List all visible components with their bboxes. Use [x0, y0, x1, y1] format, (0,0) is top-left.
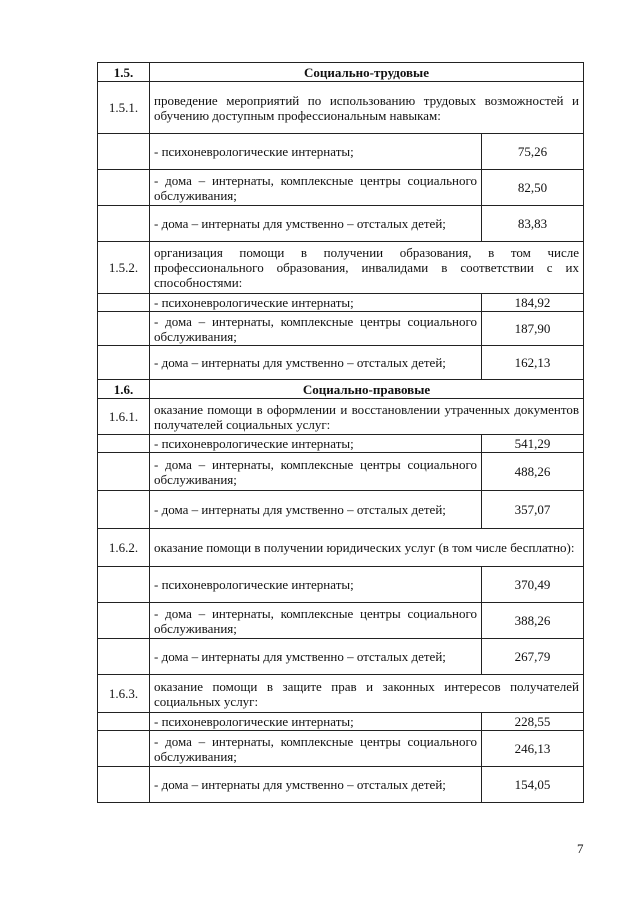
price-value: 488,26: [481, 453, 583, 491]
empty-cell: [98, 134, 150, 170]
service-row: [98, 675, 584, 713]
service-number: 1.5.2.: [98, 242, 150, 294]
institution-label: - дома – интернаты для умственно – отсталых детей;: [150, 639, 482, 675]
service-description: оказание помощи в оформлении и восстановлении утраченных документов получателей социальных услуг:: [150, 399, 584, 435]
price-value: 184,92: [481, 294, 583, 312]
empty-cell: [98, 713, 150, 731]
price-value: 246,13: [481, 731, 583, 767]
empty-cell: [98, 491, 150, 529]
price-value: 370,49: [481, 567, 583, 603]
price-row: [98, 134, 584, 170]
price-value: 228,55: [481, 713, 583, 731]
empty-cell: [98, 170, 150, 206]
price-row: [98, 603, 584, 639]
institution-label: - дома – интернаты, комплексные центры социального обслуживания;: [150, 312, 482, 346]
service-row: [98, 242, 584, 294]
price-row: [98, 346, 584, 380]
price-row: [98, 206, 584, 242]
institution-label: - дома – интернаты для умственно – отсталых детей;: [150, 346, 482, 380]
price-row: [98, 567, 584, 603]
price-value: 82,50: [481, 170, 583, 206]
price-row: [98, 294, 584, 312]
institution-label: - дома – интернаты для умственно – отсталых детей;: [150, 767, 482, 803]
empty-cell: [98, 731, 150, 767]
service-row: [98, 529, 584, 567]
institution-label: - психоневрологические интернаты;: [150, 134, 482, 170]
section-number: 1.6.: [98, 380, 150, 399]
price-value: 162,13: [481, 346, 583, 380]
price-value: 154,05: [481, 767, 583, 803]
service-row: [98, 399, 584, 435]
service-description: организация помощи в получении образования, в том числе профессионального образования, инвалидами в соответствии с их способностями:: [150, 242, 584, 294]
services-table: [97, 62, 584, 803]
service-description: проведение мероприятий по использованию трудовых возможностей и обучению доступным профессиональным навыкам:: [150, 82, 584, 134]
empty-cell: [98, 453, 150, 491]
page-number: 7: [577, 841, 584, 856]
empty-cell: [98, 435, 150, 453]
price-row: [98, 453, 584, 491]
empty-cell: [98, 206, 150, 242]
price-value: 541,29: [481, 435, 583, 453]
price-row: [98, 312, 584, 346]
section-title: Социально-трудовые: [150, 63, 584, 82]
institution-label: - дома – интернаты, комплексные центры социального обслуживания;: [150, 603, 482, 639]
service-description: оказание помощи в получении юридических услуг (в том числе бесплатно):: [150, 529, 584, 567]
empty-cell: [98, 603, 150, 639]
service-row: [98, 82, 584, 134]
service-description: оказание помощи в защите прав и законных интересов получателей социальных услуг:: [150, 675, 584, 713]
price-value: 187,90: [481, 312, 583, 346]
service-number: 1.5.1.: [98, 82, 150, 134]
section-title: Социально-правовые: [150, 380, 584, 399]
price-row: [98, 767, 584, 803]
price-value: 83,83: [481, 206, 583, 242]
section-number: 1.5.: [98, 63, 150, 82]
institution-label: - дома – интернаты для умственно – отсталых детей;: [150, 206, 482, 242]
institution-label: - психоневрологические интернаты;: [150, 435, 482, 453]
service-number: 1.6.2.: [98, 529, 150, 567]
price-row: [98, 713, 584, 731]
price-row: [98, 491, 584, 529]
price-row: [98, 435, 584, 453]
service-number: 1.6.3.: [98, 675, 150, 713]
price-value: 75,26: [481, 134, 583, 170]
empty-cell: [98, 346, 150, 380]
institution-label: - психоневрологические интернаты;: [150, 294, 482, 312]
empty-cell: [98, 567, 150, 603]
institution-label: - дома – интернаты, комплексные центры социального обслуживания;: [150, 731, 482, 767]
price-value: 388,26: [481, 603, 583, 639]
price-value: 357,07: [481, 491, 583, 529]
institution-label: - дома – интернаты для умственно – отсталых детей;: [150, 491, 482, 529]
institution-label: - психоневрологические интернаты;: [150, 567, 482, 603]
price-value: 267,79: [481, 639, 583, 675]
empty-cell: [98, 312, 150, 346]
institution-label: - дома – интернаты, комплексные центры социального обслуживания;: [150, 170, 482, 206]
price-row: [98, 639, 584, 675]
institution-label: - психоневрологические интернаты;: [150, 713, 482, 731]
price-row: [98, 731, 584, 767]
price-row: [98, 170, 584, 206]
section-row: [98, 63, 584, 82]
empty-cell: [98, 294, 150, 312]
section-row: [98, 380, 584, 399]
empty-cell: [98, 639, 150, 675]
service-number: 1.6.1.: [98, 399, 150, 435]
institution-label: - дома – интернаты, комплексные центры социального обслуживания;: [150, 453, 482, 491]
empty-cell: [98, 767, 150, 803]
